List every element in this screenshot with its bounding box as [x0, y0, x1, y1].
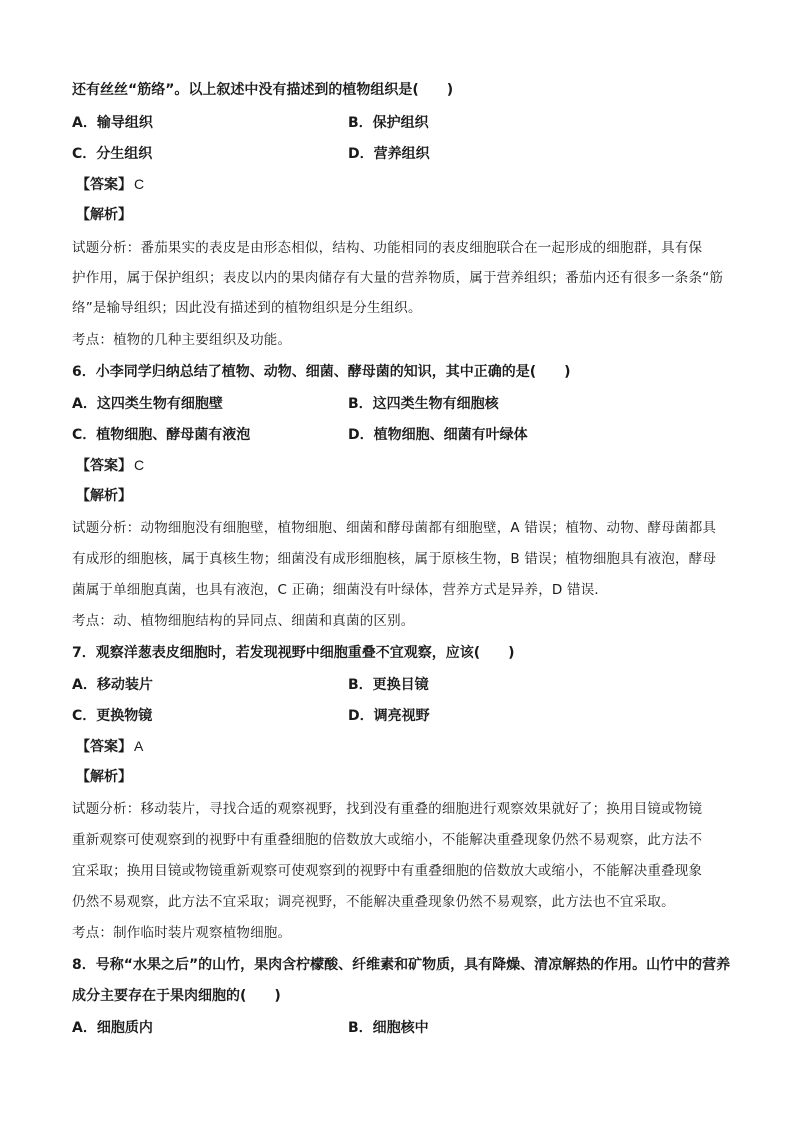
q6-analysis-line: 有成形的细胞核，属于真核生物；细菌没有成形细胞核，属于原核生物，B 错误；植物细胞具有液泡，酵母: [72, 551, 717, 567]
q5-option-b: B．保护组织: [348, 115, 429, 131]
q6-option-a: A．这四类生物有细胞壁: [72, 396, 223, 412]
q6-analysis-line: 试题分析：动物细胞没有细胞壁，植物细胞、细菌和酵母菌都有细胞壁，A 错误；植物、动物、酵母菌都具: [72, 520, 717, 536]
q7-analysis-line: 仍然不易观察，此方法不宜采取；调亮视野，不能解决重叠现象仍然不易观察，此方法也不宜采取。: [72, 894, 675, 910]
q5-option-c: C．分生组织: [72, 146, 153, 162]
q7-option-d: D．调亮视野: [348, 708, 430, 724]
q8-option-a: A．细胞质内: [72, 1020, 153, 1036]
q5-analysis-line: 试题分析：番茄果实的表皮是由形态相似，结构、功能相同的表皮细胞联合在一起形成的细胞群，具有保: [72, 240, 703, 256]
q5-option-d: D．营养组织: [348, 146, 430, 162]
answer-value: C: [134, 457, 145, 473]
q7-answer: [76, 736, 143, 757]
answer-label: 【答案】: [76, 458, 132, 474]
answer-value: C: [134, 176, 145, 192]
q7-analysis-line: 重新观察可使观察到的视野中有重叠细胞的倍数放大或缩小，不能解决重叠现象仍然不易观察，此方法不: [72, 832, 703, 848]
q7-kaodian: 考点：制作临时装片观察植物细胞。: [72, 925, 292, 941]
q6-option-b: B．这四类生物有细胞核: [348, 396, 499, 412]
q5-analysis-label: 【解析】: [76, 207, 132, 223]
q6-analysis-line: 菌属于单细胞真菌，也具有液泡，C 正确；细菌没有叶绿体，营养方式是异养，D 错误．: [72, 582, 609, 598]
q6-kaodian: 考点：动、植物细胞结构的异同点、细菌和真菌的区别。: [72, 613, 415, 629]
q5-option-a: A．输导组织: [72, 115, 153, 131]
q7-analysis-line: 宜采取；换用目镜或物镜重新观察可使观察到的视野中有重叠细胞的倍数放大或缩小，不能解决重叠现象: [72, 863, 703, 879]
q5-answer: [76, 174, 144, 195]
question-8-stem-line: 成分主要存在于果肉细胞的( ): [72, 988, 281, 1004]
question-5-stem-tail: 还有丝丝“筋络”。以上叙述中没有描述到的植物组织是( ): [72, 82, 454, 98]
q6-answer: [76, 455, 144, 476]
answer-label: 【答案】: [76, 739, 132, 755]
q5-analysis-line: 络”是输导组织；因此没有描述到的植物组织是分生组织。: [72, 300, 422, 316]
q7-option-b: B．更换目镜: [348, 677, 429, 693]
q6-option-c: C．植物细胞、酵母菌有液泡: [72, 427, 251, 443]
q8-option-b: B．细胞核中: [348, 1020, 429, 1036]
q7-option-a: A．移动装片: [72, 677, 153, 693]
answer-value: A: [134, 738, 144, 754]
question-6-stem: 6．小李同学归纳总结了植物、动物、细菌、酵母菌的知识，其中正确的是( ): [72, 364, 571, 380]
q5-analysis-line: 护作用，属于保护组织；表皮以内的果肉储存有大量的营养物质，属于营养组织；番茄内还有很多一条条“筋: [72, 270, 724, 286]
q7-analysis-line: 试题分析：移动装片，寻找合适的观察视野，找到没有重叠的细胞进行观察效果就好了；换用目镜或物镜: [72, 801, 703, 817]
question-8-stem-line: 8．号称“水果之后”的山竹，果肉含柠檬酸、纤维素和矿物质，具有降燥、清凉解热的作用。山竹中的营养: [72, 957, 731, 973]
answer-label: 【答案】: [76, 177, 132, 193]
q5-kaodian: 考点：植物的几种主要组织及功能。: [72, 332, 292, 348]
q7-option-c: C．更换物镜: [72, 708, 153, 724]
q6-analysis-label: 【解析】: [76, 488, 132, 504]
q6-option-d: D．植物细胞、细菌有叶绿体: [348, 427, 528, 443]
q7-analysis-label: 【解析】: [76, 769, 132, 785]
question-7-stem: 7．观察洋葱表皮细胞时，若发现视野中细胞重叠不宜观察，应该( ): [72, 645, 515, 661]
